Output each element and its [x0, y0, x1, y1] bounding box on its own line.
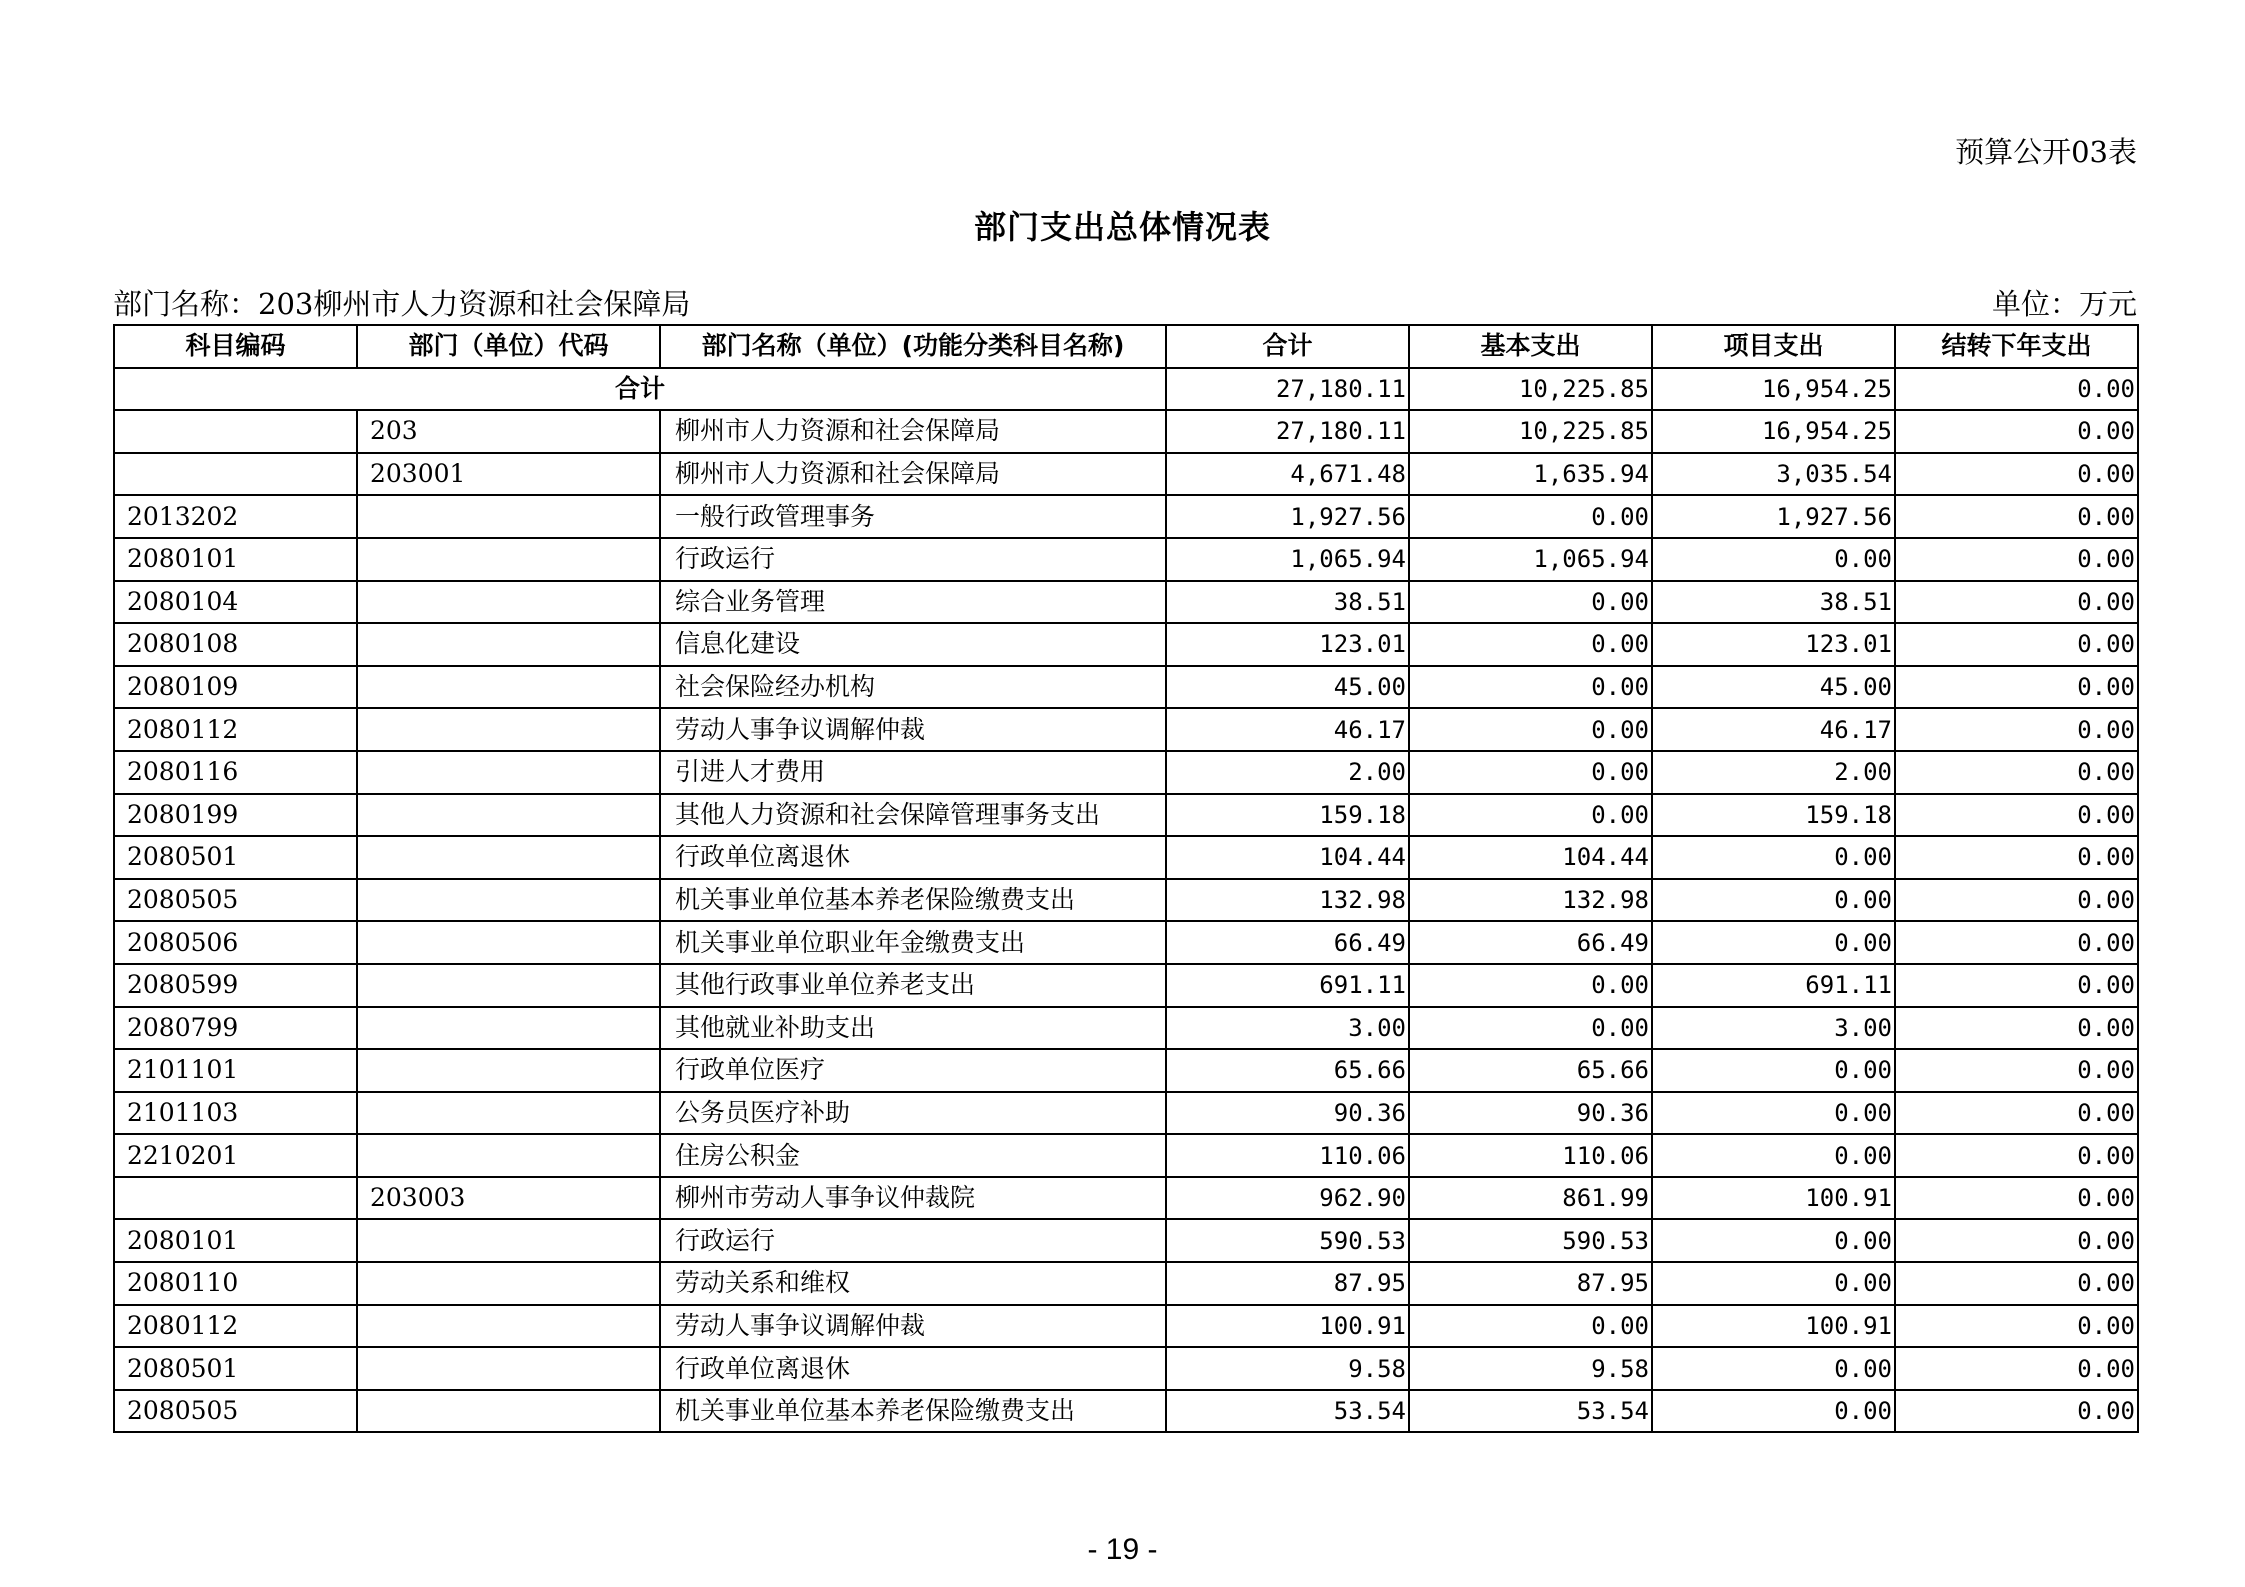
cell-basic: 861.99 — [1409, 1177, 1652, 1220]
cell-carryover: 0.00 — [1895, 1305, 2138, 1348]
cell-total: 110.06 — [1166, 1134, 1409, 1177]
cell-basic: 9.58 — [1409, 1347, 1652, 1390]
cell-name: 信息化建设 — [660, 623, 1166, 666]
cell-name: 柳州市劳动人事争议仲裁院 — [660, 1177, 1166, 1220]
table-row — [114, 1177, 2138, 1220]
cell-subject-code: 2080505 — [114, 879, 357, 922]
cell-basic: 1,065.94 — [1409, 538, 1652, 581]
cell-unit-code — [357, 1262, 660, 1305]
table-row — [114, 1092, 2138, 1135]
table-row — [114, 921, 2138, 964]
cell-unit-code — [357, 1134, 660, 1177]
col-project: 项目支出 — [1652, 325, 1895, 368]
cell-carryover: 0.00 — [1895, 751, 2138, 794]
cell-name: 其他人力资源和社会保障管理事务支出 — [660, 794, 1166, 837]
cell-basic: 104.44 — [1409, 836, 1652, 879]
cell-unit-code: 203 — [357, 410, 660, 453]
table-row — [114, 1007, 2138, 1050]
table-row — [114, 1262, 2138, 1305]
cell-project: 0.00 — [1652, 879, 1895, 922]
cell-subject-code: 2080108 — [114, 623, 357, 666]
cell-carryover: 0.00 — [1895, 1092, 2138, 1135]
table-row — [114, 1305, 2138, 1348]
table-row — [114, 1049, 2138, 1092]
cell-basic: 53.54 — [1409, 1390, 1652, 1433]
cell-subject-code: 2080101 — [114, 538, 357, 581]
cell-basic: 0.00 — [1409, 1007, 1652, 1050]
cell-subject-code: 2080116 — [114, 751, 357, 794]
table-row — [114, 964, 2138, 1007]
cell-project: 3.00 — [1652, 1007, 1895, 1050]
cell-total: 1,927.56 — [1166, 495, 1409, 538]
table-row — [114, 581, 2138, 624]
cell-subject-code: 2080199 — [114, 794, 357, 837]
cell-carryover: 0.00 — [1895, 495, 2138, 538]
cell-subject-code: 2080799 — [114, 1007, 357, 1050]
cell-name: 行政运行 — [660, 1219, 1166, 1262]
cell-carryover: 0.00 — [1895, 666, 2138, 709]
cell-basic: 87.95 — [1409, 1262, 1652, 1305]
cell-name: 机关事业单位职业年金缴费支出 — [660, 921, 1166, 964]
cell-carryover: 0.00 — [1895, 453, 2138, 496]
cell-subject-code: 2080101 — [114, 1219, 357, 1262]
table-row — [114, 623, 2138, 666]
cell-project: 100.91 — [1652, 1177, 1895, 1220]
cell-basic: 0.00 — [1409, 708, 1652, 751]
cell-name: 行政运行 — [660, 538, 1166, 581]
cell-unit-code — [357, 666, 660, 709]
cell-carryover: 0.00 — [1895, 581, 2138, 624]
cell-subject-code: 2080104 — [114, 581, 357, 624]
cell-total: 104.44 — [1166, 836, 1409, 879]
cell-project: 100.91 — [1652, 1305, 1895, 1348]
cell-project: 46.17 — [1652, 708, 1895, 751]
department-label: 部门名称：203柳州市人力资源和社会保障局 — [113, 287, 691, 321]
cell-project: 0.00 — [1652, 836, 1895, 879]
cell-subject-code — [114, 1177, 357, 1220]
cell-total: 27,180.11 — [1166, 410, 1409, 453]
cell-subject-code: 2080599 — [114, 964, 357, 1007]
table-row — [114, 836, 2138, 879]
cell-subject-code: 2210201 — [114, 1134, 357, 1177]
cell-carryover: 0.00 — [1895, 708, 2138, 751]
cell-total: 159.18 — [1166, 794, 1409, 837]
unit-label: 单位：万元 — [1991, 287, 2137, 321]
cell-total: 65.66 — [1166, 1049, 1409, 1092]
col-total: 合计 — [1166, 325, 1409, 368]
cell-name: 劳动人事争议调解仲裁 — [660, 1305, 1166, 1348]
cell-name: 行政单位离退休 — [660, 1347, 1166, 1390]
cell-unit-code — [357, 921, 660, 964]
cell-subject-code: 2080109 — [114, 666, 357, 709]
cell-carryover: 0.00 — [1895, 964, 2138, 1007]
cell-basic: 110.06 — [1409, 1134, 1652, 1177]
cell-total: 87.95 — [1166, 1262, 1409, 1305]
cell-unit-code — [357, 836, 660, 879]
cell-carryover: 0.00 — [1895, 410, 2138, 453]
cell-unit-code — [357, 1305, 660, 1348]
cell-unit-code — [357, 794, 660, 837]
cell-name: 综合业务管理 — [660, 581, 1166, 624]
cell-unit-code — [357, 623, 660, 666]
col-carryover: 结转下年支出 — [1895, 325, 2138, 368]
table-row — [114, 794, 2138, 837]
col-name: 部门名称（单位）(功能分类科目名称) — [660, 325, 1166, 368]
cell-carryover: 0.00 — [1895, 1219, 2138, 1262]
cell-name: 社会保险经办机构 — [660, 666, 1166, 709]
cell-name: 机关事业单位基本养老保险缴费支出 — [660, 879, 1166, 922]
cell-project: 691.11 — [1652, 964, 1895, 1007]
cell-name: 机关事业单位基本养老保险缴费支出 — [660, 1390, 1166, 1433]
cell-total: 132.98 — [1166, 879, 1409, 922]
cell-name: 公务员医疗补助 — [660, 1092, 1166, 1135]
table-row — [114, 751, 2138, 794]
cell-unit-code — [357, 495, 660, 538]
cell-unit-code — [357, 1347, 660, 1390]
cell-carryover: 0.00 — [1895, 1007, 2138, 1050]
cell-basic: 0.00 — [1409, 623, 1652, 666]
cell-subject-code: 2013202 — [114, 495, 357, 538]
cell-unit-code — [357, 1219, 660, 1262]
cell-unit-code — [357, 581, 660, 624]
cell-subject-code: 2080501 — [114, 1347, 357, 1390]
cell-project: 0.00 — [1652, 1262, 1895, 1305]
cell-unit-code — [357, 1092, 660, 1135]
header-row — [114, 325, 2138, 368]
cell-basic: 0.00 — [1409, 666, 1652, 709]
cell-unit-code — [357, 964, 660, 1007]
cell-total: 46.17 — [1166, 708, 1409, 751]
col-basic: 基本支出 — [1409, 325, 1652, 368]
cell-carryover: 0.00 — [1895, 1390, 2138, 1433]
col-subject-code: 科目编码 — [114, 325, 357, 368]
cell-basic: 0.00 — [1409, 794, 1652, 837]
cell-subject-code: 2080506 — [114, 921, 357, 964]
table-row — [114, 410, 2138, 453]
cell-subject-code: 2080110 — [114, 1262, 357, 1305]
table-row — [114, 1347, 2138, 1390]
cell-unit-code — [357, 1007, 660, 1050]
cell-project: 0.00 — [1652, 538, 1895, 581]
cell-unit-code — [357, 708, 660, 751]
table-row — [114, 1219, 2138, 1262]
expenditure-table — [113, 324, 2139, 1433]
cell-total: 691.11 — [1166, 964, 1409, 1007]
cell-basic: 0.00 — [1409, 964, 1652, 1007]
cell-carryover: 0.00 — [1895, 879, 2138, 922]
cell-project: 0.00 — [1652, 1134, 1895, 1177]
cell-total: 90.36 — [1166, 1092, 1409, 1135]
cell-basic: 65.66 — [1409, 1049, 1652, 1092]
cell-carryover: 0.00 — [1895, 794, 2138, 837]
table-row — [114, 879, 2138, 922]
cell-project: 2.00 — [1652, 751, 1895, 794]
cell-total: 3.00 — [1166, 1007, 1409, 1050]
total-total: 27,180.11 — [1166, 368, 1409, 411]
table-row — [114, 666, 2138, 709]
cell-carryover: 0.00 — [1895, 836, 2138, 879]
form-number: 预算公开03表 — [1955, 135, 2137, 169]
cell-project: 16,954.25 — [1652, 410, 1895, 453]
cell-total: 962.90 — [1166, 1177, 1409, 1220]
cell-carryover: 0.00 — [1895, 1262, 2138, 1305]
cell-total: 66.49 — [1166, 921, 1409, 964]
cell-name: 劳动关系和维权 — [660, 1262, 1166, 1305]
cell-name: 劳动人事争议调解仲裁 — [660, 708, 1166, 751]
cell-subject-code: 2101103 — [114, 1092, 357, 1135]
cell-subject-code — [114, 453, 357, 496]
cell-project: 0.00 — [1652, 1092, 1895, 1135]
cell-basic: 10,225.85 — [1409, 410, 1652, 453]
total-row — [114, 368, 2138, 411]
cell-carryover: 0.00 — [1895, 921, 2138, 964]
total-project: 16,954.25 — [1652, 368, 1895, 411]
cell-subject-code: 2080112 — [114, 1305, 357, 1348]
cell-unit-code — [357, 751, 660, 794]
cell-project: 1,927.56 — [1652, 495, 1895, 538]
cell-carryover: 0.00 — [1895, 1347, 2138, 1390]
cell-basic: 0.00 — [1409, 751, 1652, 794]
cell-unit-code — [357, 1390, 660, 1433]
page-title: 部门支出总体情况表 — [973, 208, 1271, 246]
total-carryover: 0.00 — [1895, 368, 2138, 411]
cell-subject-code — [114, 410, 357, 453]
cell-subject-code: 2080501 — [114, 836, 357, 879]
cell-total: 1,065.94 — [1166, 538, 1409, 581]
cell-total: 45.00 — [1166, 666, 1409, 709]
cell-subject-code: 2080112 — [114, 708, 357, 751]
cell-name: 柳州市人力资源和社会保障局 — [660, 453, 1166, 496]
cell-project: 0.00 — [1652, 1347, 1895, 1390]
cell-total: 590.53 — [1166, 1219, 1409, 1262]
cell-name: 行政单位医疗 — [660, 1049, 1166, 1092]
table-row — [114, 708, 2138, 751]
cell-unit-code — [357, 879, 660, 922]
cell-subject-code: 2080505 — [114, 1390, 357, 1433]
cell-name: 其他就业补助支出 — [660, 1007, 1166, 1050]
cell-basic: 66.49 — [1409, 921, 1652, 964]
cell-project: 0.00 — [1652, 1390, 1895, 1433]
cell-name: 引进人才费用 — [660, 751, 1166, 794]
cell-unit-code: 203001 — [357, 453, 660, 496]
table-row — [114, 453, 2138, 496]
cell-basic: 0.00 — [1409, 581, 1652, 624]
cell-name: 一般行政管理事务 — [660, 495, 1166, 538]
cell-total: 38.51 — [1166, 581, 1409, 624]
cell-name: 柳州市人力资源和社会保障局 — [660, 410, 1166, 453]
page-number: - 19 - — [1087, 1533, 1158, 1566]
cell-project: 0.00 — [1652, 1049, 1895, 1092]
cell-name: 住房公积金 — [660, 1134, 1166, 1177]
cell-basic: 0.00 — [1409, 1305, 1652, 1348]
cell-subject-code: 2101101 — [114, 1049, 357, 1092]
table-meta — [113, 282, 2137, 323]
cell-unit-code — [357, 538, 660, 581]
cell-basic: 90.36 — [1409, 1092, 1652, 1135]
cell-project: 45.00 — [1652, 666, 1895, 709]
total-label: 合计 — [114, 368, 1166, 411]
cell-project: 38.51 — [1652, 581, 1895, 624]
cell-total: 4,671.48 — [1166, 453, 1409, 496]
cell-basic: 132.98 — [1409, 879, 1652, 922]
table-row — [114, 538, 2138, 581]
cell-total: 53.54 — [1166, 1390, 1409, 1433]
cell-carryover: 0.00 — [1895, 538, 2138, 581]
cell-carryover: 0.00 — [1895, 623, 2138, 666]
cell-project: 0.00 — [1652, 1219, 1895, 1262]
cell-project: 3,035.54 — [1652, 453, 1895, 496]
table-row — [114, 495, 2138, 538]
cell-name: 行政单位离退休 — [660, 836, 1166, 879]
table-row — [114, 1390, 2138, 1433]
cell-total: 123.01 — [1166, 623, 1409, 666]
col-unit-code: 部门（单位）代码 — [357, 325, 660, 368]
cell-total: 100.91 — [1166, 1305, 1409, 1348]
total-basic: 10,225.85 — [1409, 368, 1652, 411]
cell-unit-code: 203003 — [357, 1177, 660, 1220]
cell-total: 9.58 — [1166, 1347, 1409, 1390]
table-row — [114, 1134, 2138, 1177]
cell-carryover: 0.00 — [1895, 1049, 2138, 1092]
cell-basic: 1,635.94 — [1409, 453, 1652, 496]
cell-total: 2.00 — [1166, 751, 1409, 794]
cell-basic: 0.00 — [1409, 495, 1652, 538]
cell-name: 其他行政事业单位养老支出 — [660, 964, 1166, 1007]
cell-basic: 590.53 — [1409, 1219, 1652, 1262]
cell-project: 159.18 — [1652, 794, 1895, 837]
cell-project: 123.01 — [1652, 623, 1895, 666]
cell-carryover: 0.00 — [1895, 1177, 2138, 1220]
cell-carryover: 0.00 — [1895, 1134, 2138, 1177]
cell-project: 0.00 — [1652, 921, 1895, 964]
cell-unit-code — [357, 1049, 660, 1092]
